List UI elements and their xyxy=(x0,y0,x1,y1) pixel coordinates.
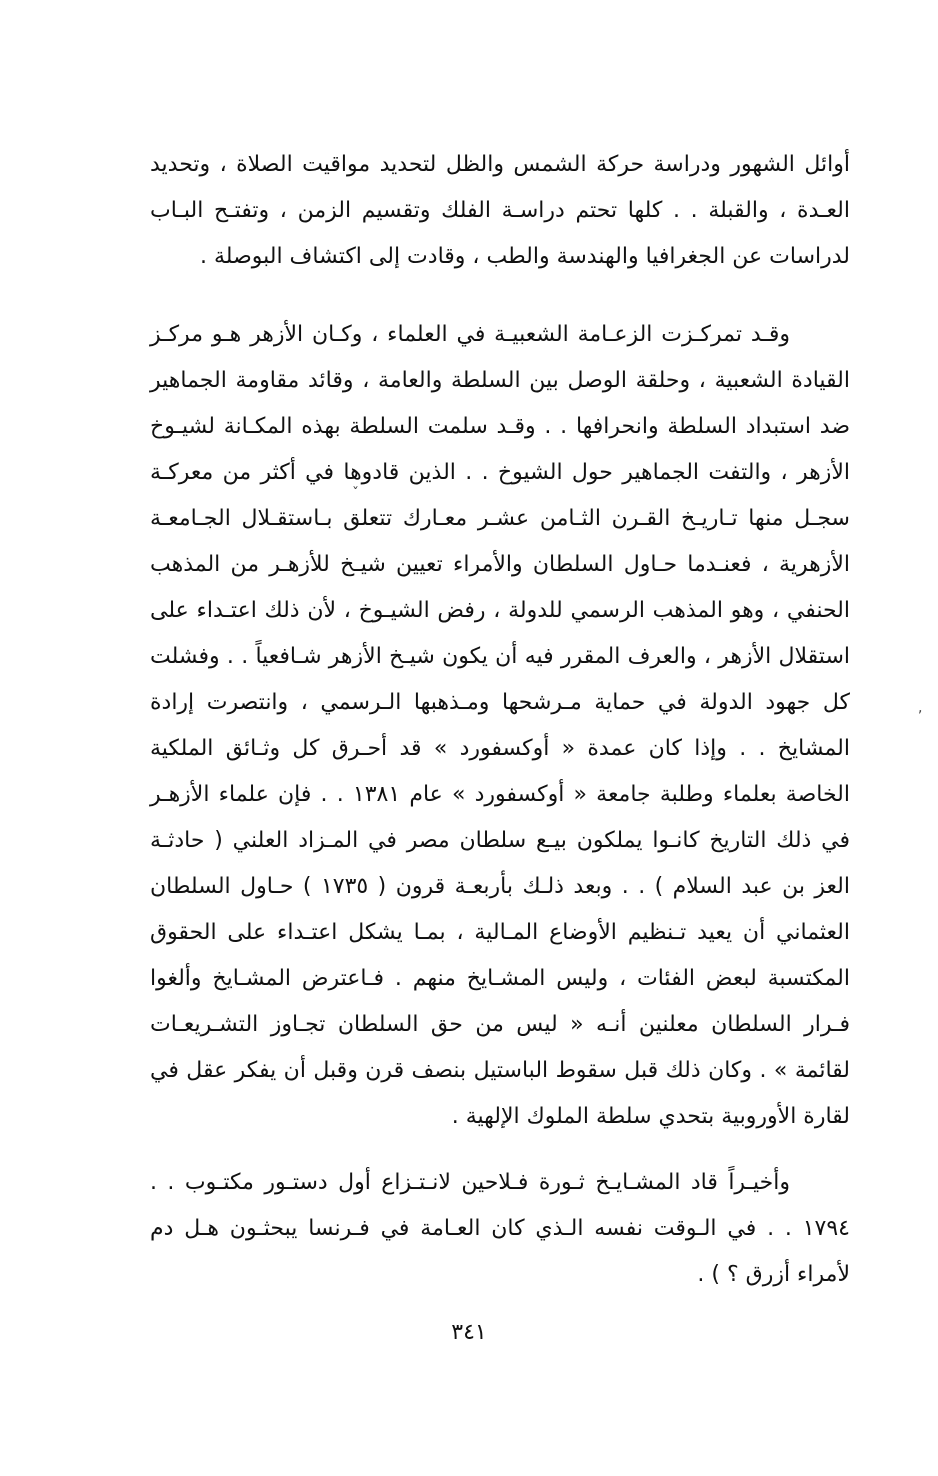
scan-mark: , xyxy=(918,700,923,716)
paragraph-1: أوائل الشهور ودراسة حركة الشمس والظل لتحديد مواقيت الصلاة ، وتحديد العـدة ، والقبلة . . كلها تحتم دراسـة الفلك وتقسيم الزمن ، وتفتـح البـاب لدراسات عن الجغرافيا والهندسة والطب ، وقادت إلى اكتشاف البوصلة . xyxy=(150,152,850,269)
scan-mark: ˇ xyxy=(352,486,359,502)
paragraph-2: وقـد تمركـزت الزعـامة الشعبيـة في العلماء ، وكـان الأزهر هـو مركـز القيادة الشعبية ، وحلقة الوصل بين السلطة والعامة ، وقائد مقاومة الجماهير ضد استبداد السلطة وانحرافها . . وقـد سلمت السلطة بهذه المكـانة لشيـوخ الأزهر ، والتفت الجماهير حول الشيوخ . . الذين قادوها في أكثر من معركـة سجـل منها تـاريـخ القـرن الثـامن عشـر معـارك تتعلق بـاستقـلال الجـامعـة الأزهرية ، فعنـدما حـاول السلطان والأمراء تعيين شيـخ للأزهـر من المذهب الحنفي ، وهو المذهب الرسمي للدولة ، رفض الشيـوخ ، لأن ذلك اعتـداء على استقلال الأزهر ، والعرف المقرر فيه أن يكون شيـخ الأزهر شـافعياً . . وفشلت كل جهود الدولة في حماية مـرشحها ومـذهبها الـرسمي ، وانتصرت إرادة المشايخ . . وإذا كان عمدة « أوكسفورد » قد أحـرق كل وثـائق الملكية الخاصة بعلماء وطلبة جامعة « أوكسفورد » عام ١٣٨١ . . فإن علماء الأزهـر في ذلك التاريخ كانـوا يملكون بيـع سلطان مصر في المـزاد العلني ( حادثـة العز بن عبد السلام ) . . وبعد ذلـك بأربعـة قرون ( ١٧٣٥ ) حـاول السلطان العثماني أن يعيد تـنظيم الأوضاع المـالية ، بمـا يشكل اعتـداء على الحقوق المكتسبة لبعض الفئات ، وليس المشـايخ منهم . فـاعترض المشـايخ وألغوا فـرار السلطان معلنين أنـه « ليس من حق السلطان تجـاوز التشـريعـات لقائمة » . وكان ذلك قبل سقوط الباستيل بنصف قرن وقبل أن يفكر عقل في لقارة الأوروبية بتحدي سلطة الملوك الإلهية . xyxy=(150,322,850,1129)
page-number: ٣٤١ xyxy=(451,1320,487,1345)
paragraph-3: وأخيـراً قاد المشـايـخ ثـورة فـلاحين لانـتـزاع أول دستـور مكتـوب . . ١٧٩٤ . . في الـوقت نفسه الـذي كان العـامة في فـرنسا يبحثـون هـل دم لأمراء أزرق ؟ ) . xyxy=(150,1170,850,1287)
